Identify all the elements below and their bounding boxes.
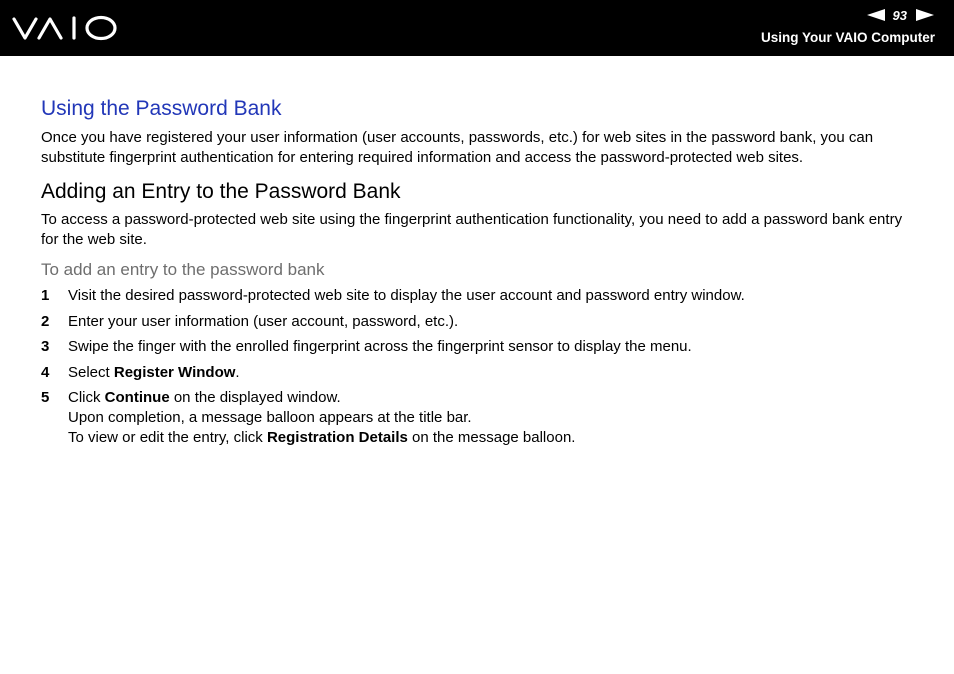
- page-number: 93: [892, 7, 907, 23]
- step-text-post: on the displayed window.: [169, 389, 341, 406]
- step-number: 2: [41, 312, 50, 330]
- step-text-pre: To view or edit the entry, click: [68, 429, 267, 446]
- step-text: Swipe the finger with the enrolled fingerprint across the fingerprint sensor to display the menu.: [68, 338, 692, 355]
- procedure-title: To add an entry to the password bank: [41, 260, 325, 279]
- step-item: [41, 363, 921, 383]
- step-item: [41, 337, 921, 357]
- step-line-1: [68, 388, 921, 408]
- sub-intro-paragraph: To access a password-protected web site using the fingerprint authentication functionality, you need to add a password bank entry for the web site.: [41, 211, 903, 248]
- step-line-3: [68, 428, 921, 448]
- step-text-bold: Continue: [104, 389, 170, 406]
- section-title: Using Your VAIO Computer: [760, 30, 935, 45]
- previous-page-arrow-icon[interactable]: [867, 9, 885, 21]
- step-number: 3: [41, 338, 50, 355]
- step-text: Enter your user information (user account, password, etc.).: [68, 312, 459, 330]
- step-text-post: on the message balloon.: [407, 429, 576, 446]
- step-text-bold: Registration Details: [266, 429, 408, 446]
- step-text-bold: Register Window: [113, 363, 236, 381]
- page-header: [0, 0, 954, 56]
- step-text-post: .: [235, 363, 240, 381]
- page-navigation: [867, 7, 934, 23]
- step-text-pre: Click: [68, 389, 105, 406]
- step-item: [41, 388, 921, 448]
- step-item: [41, 312, 921, 332]
- step-item: [41, 286, 921, 306]
- page-content: [41, 95, 921, 454]
- step-text-pre: Select: [68, 363, 114, 381]
- step-line-2: Upon completion, a message balloon appears at the title bar.: [68, 409, 472, 426]
- subheading: Adding an Entry to the Password Bank: [41, 180, 401, 203]
- step-text: Visit the desired password-protected web site to display the user account and password entry window.: [68, 287, 745, 304]
- next-page-arrow-icon[interactable]: [916, 9, 934, 21]
- intro-paragraph: Once you have registered your user information (user accounts, passwords, etc.) for web sites in the password bank, you can substitute fingerprint authentication for entering required information and access the password-protected web sites.: [41, 129, 874, 166]
- step-number: 4: [41, 363, 50, 381]
- page-heading: Using the Password Bank: [41, 97, 282, 120]
- step-number: 1: [41, 287, 50, 304]
- steps-list: [41, 286, 921, 448]
- vaio-logo: [12, 14, 120, 42]
- step-number: 5: [41, 389, 50, 406]
